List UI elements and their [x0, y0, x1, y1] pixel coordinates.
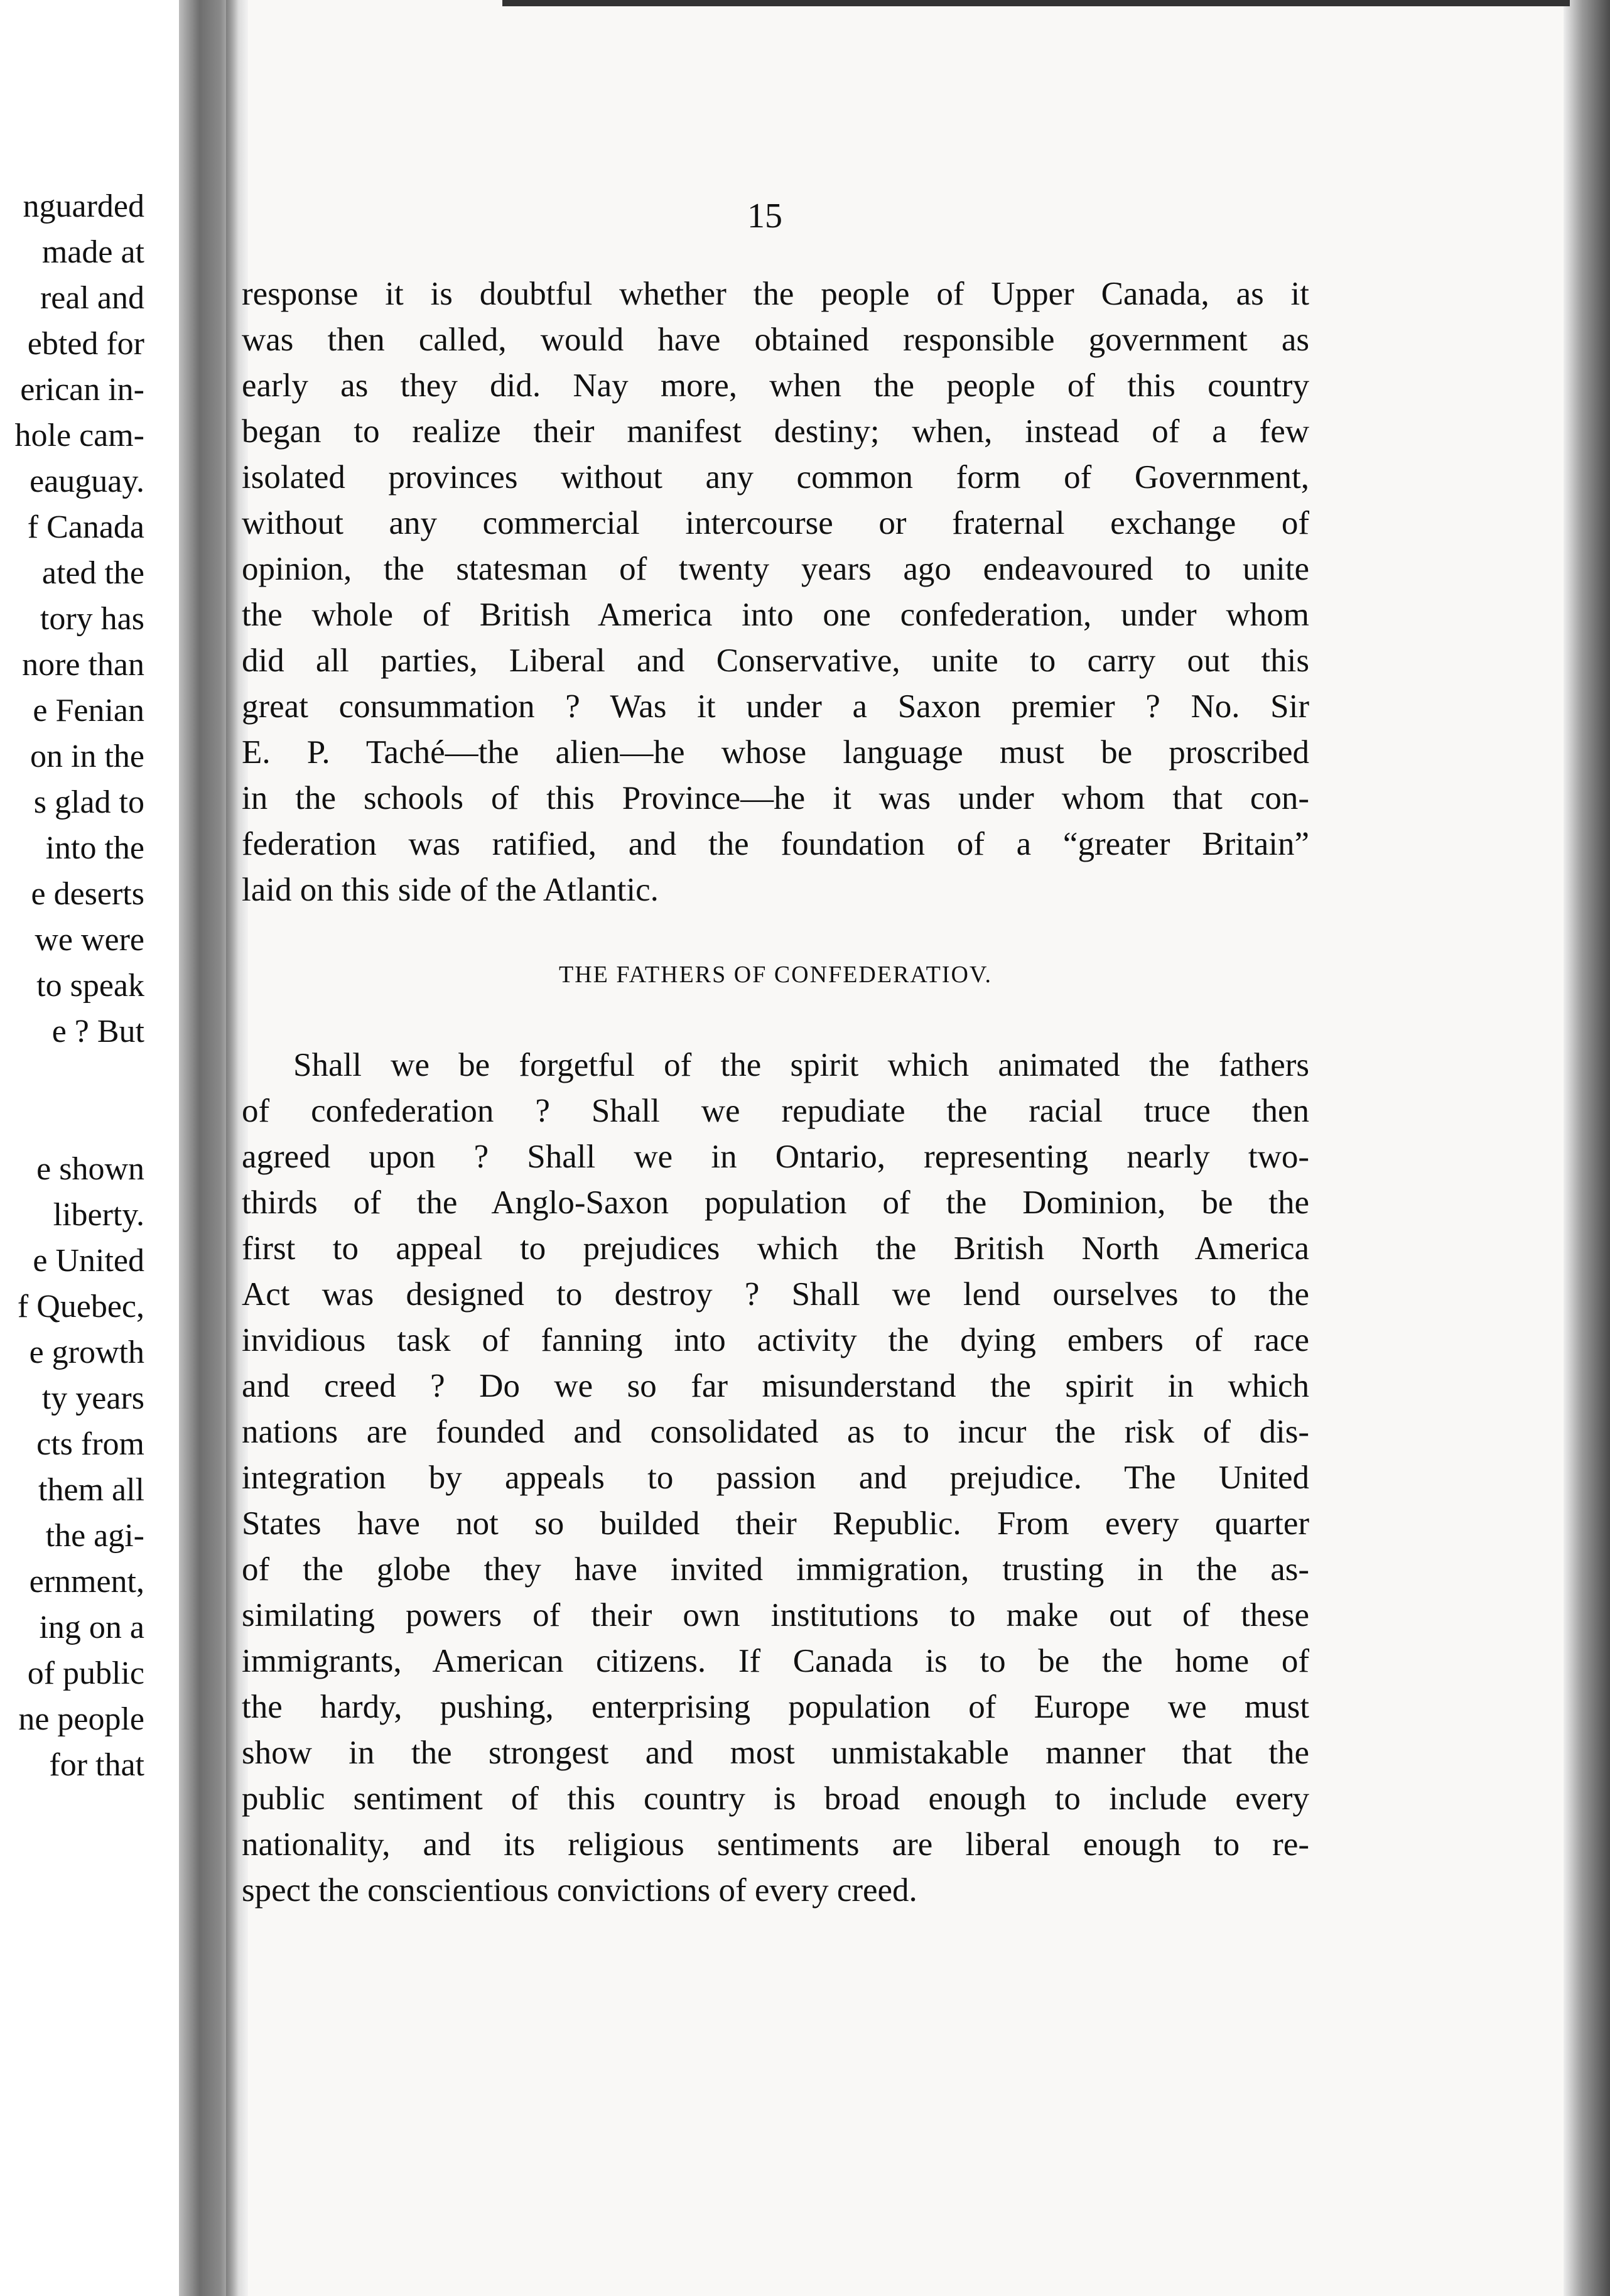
left-page-line: eauguay.	[30, 463, 144, 499]
left-page-line: e ? But	[51, 1014, 144, 1049]
text-line: was then called, would have obtained responsible government as	[242, 322, 1309, 358]
text-line: did all parties, Liberal and Conservative, unite to carry out this	[242, 642, 1309, 679]
text-line: the hardy, pushing, enterprising population of Europe we must	[242, 1689, 1309, 1725]
text-line: laid on this side of the Atlantic.	[242, 872, 659, 908]
left-page-line: for that	[49, 1747, 144, 1783]
section-heading: THE FATHERS OF CONFEDERATIOV.	[559, 961, 992, 988]
left-page-line: f Canada	[27, 509, 144, 545]
left-page-line: ing on a	[39, 1610, 144, 1645]
text-line: nations are founded and consolidated as to incur the risk of dis-	[242, 1414, 1309, 1450]
text-line: and creed ? Do we so far misunderstand the spirit in which	[242, 1368, 1309, 1404]
left-page-line: them all	[38, 1472, 144, 1508]
left-page-line: ebted for	[27, 326, 144, 362]
text-line: federation was ratified, and the foundation of a “greater Britain”	[242, 826, 1309, 862]
left-page-line: e United	[33, 1243, 144, 1279]
text-line: response it is doubtful whether the people of Upper Canada, as it	[242, 276, 1309, 312]
text-line: in the schools of this Province—he it was under whom that con-	[242, 780, 1309, 816]
left-page-text-column	[0, 0, 144, 1788]
text-line: the whole of British America into one confederation, under whom	[242, 597, 1309, 633]
left-page-line: ty years	[41, 1380, 144, 1416]
left-page-line: to speak	[36, 968, 144, 1004]
text-line: public sentiment of this country is broad enough to include every	[242, 1780, 1309, 1817]
text-line: Act was designed to destroy ? Shall we lend ourselves to the	[242, 1276, 1309, 1313]
text-line: without any commercial intercourse or fraternal exchange of	[242, 505, 1309, 541]
text-line: E. P. Taché—the alien—he whose language must be proscribed	[242, 734, 1309, 771]
top-edge-rule	[502, 0, 1570, 6]
left-page-line: liberty.	[53, 1197, 144, 1233]
text-line: first to appeal to prejudices which the British North America	[242, 1230, 1309, 1267]
left-page-line: real and	[40, 280, 144, 316]
left-page-line: cts from	[36, 1426, 144, 1462]
left-page-line	[0, 46, 144, 92]
left-page-line: e growth	[29, 1335, 144, 1370]
left-page-line: e shown	[36, 1151, 144, 1187]
text-line: of confederation ? Shall we repudiate the racial truce then	[242, 1093, 1309, 1129]
paragraph-1	[242, 271, 1309, 913]
text-line: isolated provinces without any common form of Government,	[242, 459, 1309, 495]
text-line: spect the conscientious convictions of every creed.	[242, 1872, 917, 1909]
text-line: thirds of the Anglo-Saxon population of the Dominion, be the	[242, 1184, 1309, 1221]
left-page-line: tory has	[40, 601, 144, 637]
page-number: 15	[747, 197, 782, 236]
text-line: agreed upon ? Shall we in Ontario, representing nearly two-	[242, 1139, 1309, 1175]
left-page-line	[0, 92, 144, 138]
text-line: immigrants, American citizens. If Canada is to be the home of	[242, 1643, 1309, 1679]
text-line: great consummation ? Was it under a Saxon premier ? No. Sir	[242, 688, 1309, 725]
left-page-line	[0, 0, 144, 46]
text-line: similating powers of their own institutions to make out of these	[242, 1597, 1309, 1633]
text-line: opinion, the statesman of twenty years ago endeavoured to unite	[242, 551, 1309, 587]
text-line: invidious task of fanning into activity the dying embers of race	[242, 1322, 1309, 1358]
left-page-line: ated the	[41, 555, 144, 591]
gutter-shadow	[226, 0, 239, 2296]
left-page-line: made at	[41, 234, 144, 270]
left-page-line: e deserts	[31, 876, 144, 912]
left-page-line	[0, 1054, 144, 1100]
text-line: began to realize their manifest destiny; when, instead of a few	[242, 413, 1309, 450]
text-line: integration by appeals to passion and prejudice. The United	[242, 1459, 1309, 1496]
text-line: States have not so builded their Republic. From every quarter	[242, 1505, 1309, 1542]
left-page-line: the agi-	[45, 1518, 144, 1554]
left-page-line: ne people	[18, 1701, 144, 1737]
left-page-line: ernment,	[29, 1564, 144, 1600]
left-page-line: e Fenian	[33, 693, 144, 728]
left-page-line: on in the	[30, 739, 144, 774]
text-line: of the globe they have invited immigration, trusting in the as-	[242, 1551, 1309, 1588]
left-page-line: hole cam-	[14, 418, 144, 453]
left-page-line: of public	[27, 1655, 144, 1691]
left-page-line: f Quebec,	[17, 1289, 144, 1324]
left-page-line: into the	[45, 830, 144, 866]
text-line: nationality, and its religious sentiments are liberal enough to re-	[242, 1826, 1309, 1863]
left-page-line: s glad to	[33, 784, 144, 820]
text-line: Shall we be forgetful of the spirit which animated the fathers	[293, 1047, 1309, 1083]
left-page-line: erican in-	[20, 372, 144, 408]
text-line: early as they did. Nay more, when the people of this country	[242, 367, 1309, 404]
paragraph-2	[242, 1042, 1309, 1914]
left-page-line	[0, 1100, 144, 1146]
text-line: show in the strongest and most unmistakable manner that the	[242, 1735, 1309, 1771]
left-page-line: we were	[35, 922, 144, 958]
left-page-fragment	[0, 0, 179, 2296]
left-page-line: nguarded	[23, 188, 144, 224]
page-edge-shadow	[1564, 0, 1610, 2296]
left-page-line	[0, 138, 144, 183]
left-page-line: nore than	[22, 647, 144, 683]
